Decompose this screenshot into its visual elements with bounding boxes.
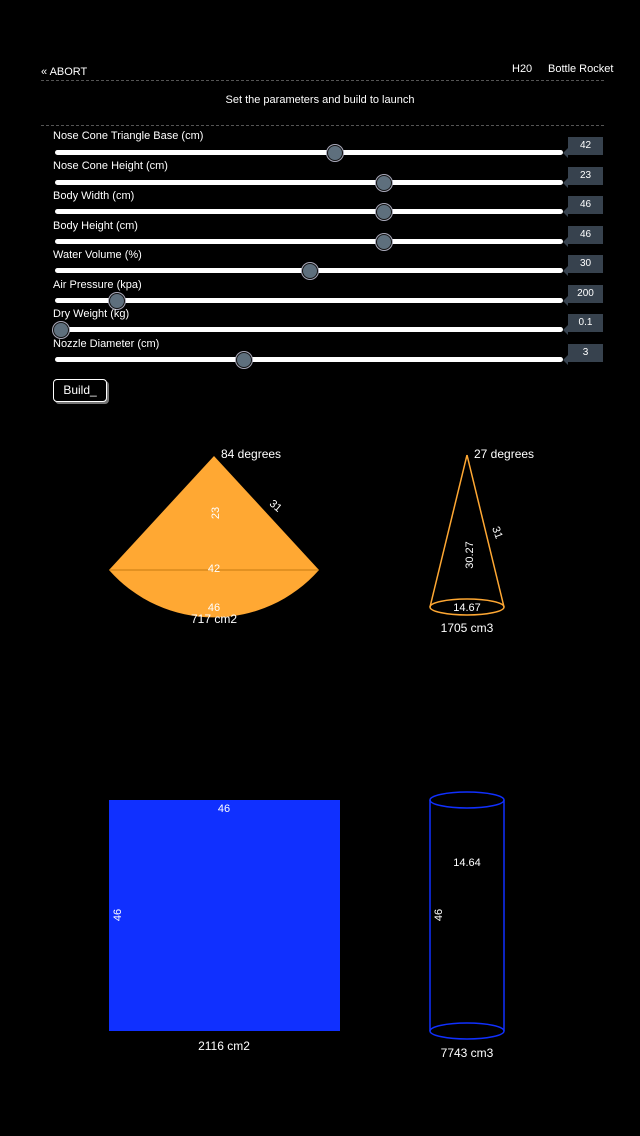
cylinder-height-label: 46: [433, 908, 445, 922]
sector-angle-label: 84 degrees: [221, 447, 282, 461]
slider-value: 46: [568, 226, 603, 244]
build-button[interactable]: Build_: [53, 379, 107, 402]
slider-value: 23: [568, 167, 603, 185]
slider-value: 46: [568, 196, 603, 214]
body-area-label: 2116 cm2: [198, 1039, 250, 1053]
slider-label: Body Width (cm): [53, 190, 135, 202]
slider-label: Nozzle Diameter (cm): [53, 338, 160, 350]
cone-left-edge: [430, 455, 467, 607]
slider-value: 200: [568, 285, 603, 303]
page-subtitle: Set the parameters and build to launch: [225, 94, 415, 106]
sector-slant-label: 31: [266, 497, 284, 515]
cylinder-diameter-label: 14.64: [453, 857, 481, 869]
sector-shape: [109, 456, 319, 617]
nose-cone-solid: [430, 447, 534, 635]
body-unrolled: [109, 800, 340, 1053]
cone-diameter-label: 14.67: [453, 602, 481, 614]
slider-label: Dry Weight (kg): [53, 308, 130, 320]
cone-angle-label: 27 degrees: [474, 447, 535, 461]
cone-slant-label: 31: [489, 524, 505, 541]
slider-label: Nose Cone Height (cm): [53, 160, 168, 172]
app-title: Bottle Rocket: [548, 63, 614, 75]
sector-arc-label: 46: [207, 602, 221, 614]
slider-label: Water Volume (%): [53, 249, 142, 261]
sector-area-label: 717 cm2: [190, 612, 238, 626]
nose-cone-sector: [109, 447, 319, 626]
sector-height-label: 23: [210, 506, 222, 520]
app-code: H20: [512, 63, 533, 75]
slider-label: Air Pressure (kpa): [53, 279, 142, 291]
slider-value: 0.1: [568, 314, 603, 332]
body-height-label: 46: [112, 908, 124, 922]
slider-label: Body Height (cm): [53, 220, 138, 232]
slider-label: Nose Cone Triangle Base (cm): [53, 130, 204, 142]
body-width-label: 46: [217, 803, 231, 815]
slider-value: 42: [568, 137, 603, 155]
slider-value: 3: [568, 344, 603, 362]
cone-volume-label: 1705 cm3: [440, 621, 494, 635]
body-cylinder: [430, 792, 504, 1060]
body-rectangle: [109, 800, 340, 1031]
cylinder-top: [430, 792, 504, 808]
cylinder-volume-label: 7743 cm3: [440, 1046, 494, 1060]
cone-height-label: 30.27: [464, 541, 476, 569]
slider-value: 30: [568, 255, 603, 273]
abort-link[interactable]: « ABORT: [41, 66, 88, 78]
sector-base-label: 42: [207, 563, 221, 575]
cylinder-bottom: [430, 1023, 504, 1039]
